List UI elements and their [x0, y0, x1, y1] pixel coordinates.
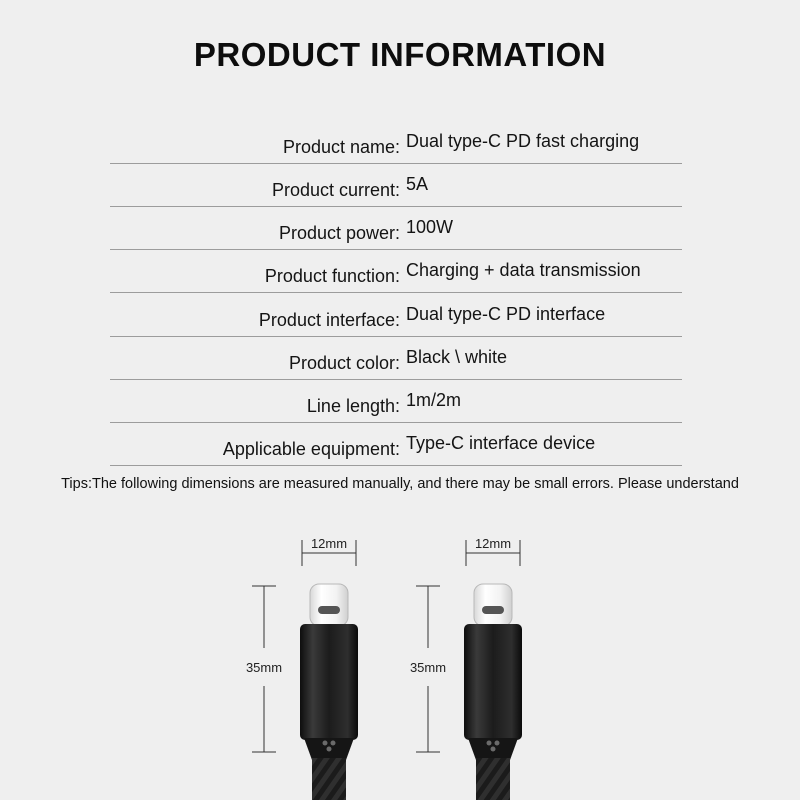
spec-value: Charging + data transmission [406, 260, 641, 280]
spec-label: Product color: [288, 353, 400, 373]
length-label: 35mm [245, 660, 283, 675]
spec-row-interface [110, 293, 682, 337]
spec-label: Applicable equipment: [222, 439, 400, 459]
spec-row-function [110, 249, 682, 293]
tips-note: Tips:The following dimensions are measured manually, and there may be small errors. Please understand [61, 476, 739, 492]
spec-row-power [110, 206, 682, 250]
length-label: 35mm [409, 660, 447, 675]
page-title: PRODUCT INFORMATION [193, 36, 607, 73]
spec-label: Product current: [271, 180, 400, 200]
plug-tongue [482, 606, 504, 614]
spec-value: Black \ white [406, 347, 508, 367]
braided-cable [476, 758, 510, 800]
width-label: 12mm [310, 536, 348, 551]
spec-label: Product name: [282, 137, 400, 157]
connector-left [246, 536, 358, 800]
spec-value: 5A [406, 174, 429, 194]
spec-label: Product function: [264, 266, 400, 286]
spec-row-length [110, 379, 682, 423]
usb-c-plug [474, 584, 512, 626]
plug-tongue [318, 606, 340, 614]
spec-label: Line length: [306, 396, 400, 416]
connector-housing [300, 624, 358, 740]
spec-value: Dual type-C PD fast charging [406, 131, 640, 151]
connector-housing [464, 624, 522, 740]
connector-right [410, 536, 522, 800]
spec-value: 100W [406, 217, 454, 237]
spec-row-name [110, 120, 682, 164]
spec-value: Dual type-C PD interface [406, 304, 606, 324]
width-label: 12mm [474, 536, 512, 551]
braided-cable [312, 758, 346, 800]
spec-row-equipment [110, 422, 682, 466]
divider [110, 465, 682, 466]
usb-c-plug [310, 584, 348, 626]
spec-value: Type-C interface device [406, 433, 596, 453]
spec-row-current [110, 163, 682, 207]
spec-label: Product interface: [258, 310, 400, 330]
spec-value: 1m/2m [406, 390, 462, 410]
spec-label: Product power: [278, 223, 400, 243]
connector-illustration [0, 520, 800, 800]
spec-row-color [110, 336, 682, 380]
